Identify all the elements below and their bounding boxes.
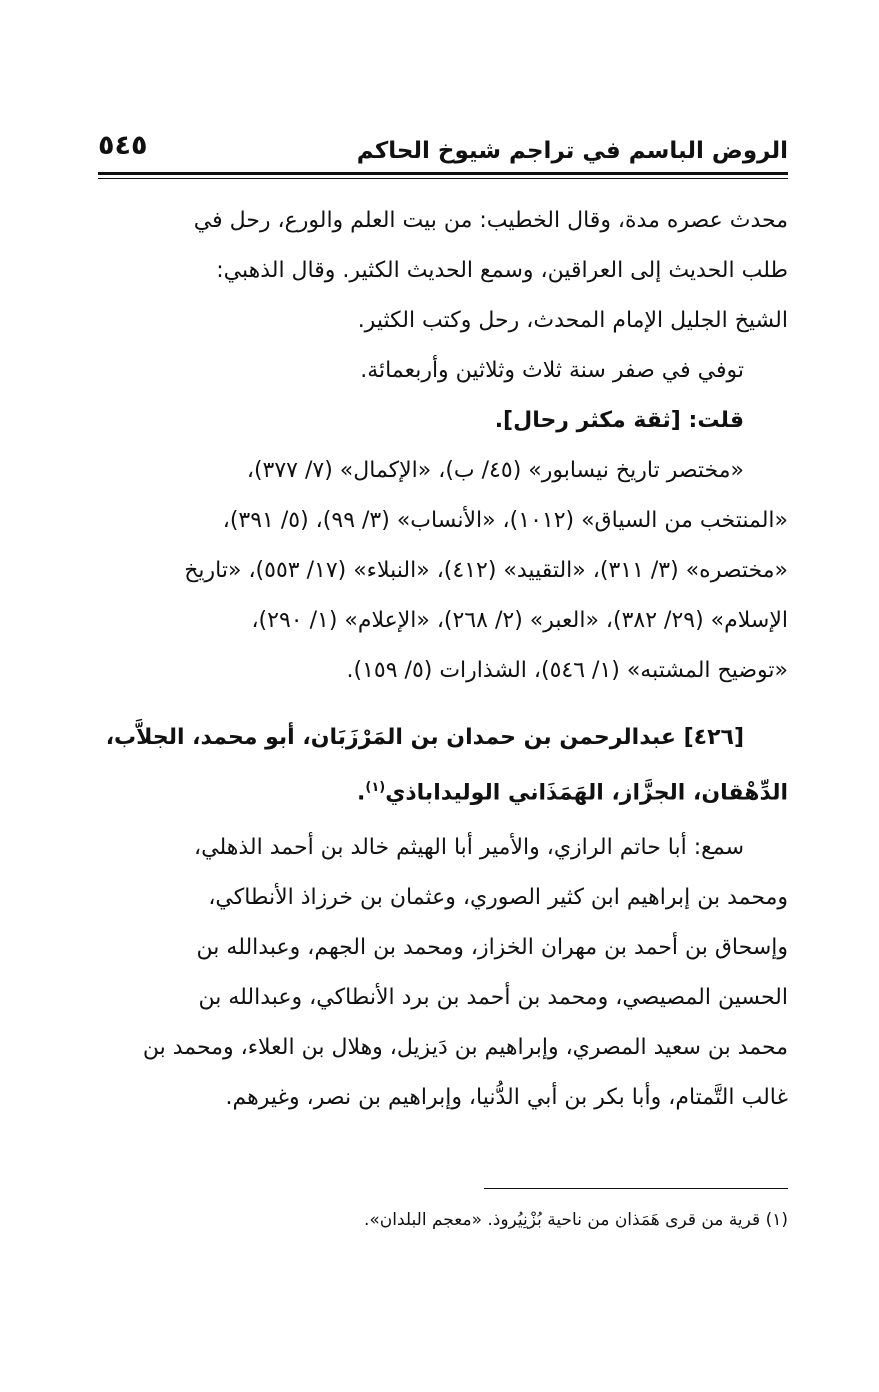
page-number: ٥٤٥	[98, 130, 148, 161]
footnote-ref: (١)	[365, 780, 386, 795]
footnote-rule	[484, 1188, 788, 1189]
text-line: الشيخ الجليل الإمام المحدث، رحل وكتب الكثير.	[357, 308, 788, 333]
text-line: محدث عصره مدة، وقال الخطيب: من بيت العلم والورع، رحل في	[193, 208, 788, 233]
death-line: توفي في صفر سنة ثلاث وثلاثين وأربعمائة.	[360, 358, 744, 383]
main-text	[98, 196, 788, 696]
entry-heading	[98, 712, 788, 812]
text-line: محمد بن سعيد المصري، وإبراهيم بن دَيزيل، وهلال بن العلاء، ومحمد بن	[142, 1035, 788, 1060]
footnote: (١) قرية من قرى هَمَذان من ناحية بُزْنِيُروذ. «معجم البلدان».	[363, 1210, 788, 1230]
text-line: سمع: أبا حاتم الرازي، والأمير أبا الهيثم خالد بن أحمد الذهلي،	[194, 835, 744, 860]
header-rule-thin	[98, 178, 788, 179]
page-header	[98, 126, 788, 174]
running-title: الروض الباسم في تراجم شيوخ الحاكم	[356, 138, 788, 164]
entry-heading-line: [٤٢٦] عبدالرحمن بن حمدان بن المَرْزَبَان، أبو محمد، الجلاَّب،	[105, 725, 744, 750]
verdict-line: قلت: [ثقة مكثر رحال].	[494, 408, 744, 433]
sources-line: «مختصره» (٣/ ٣١١)، «التقييد» (٤١٢)، «النبلاء» (١٧/ ٥٥٣)، «تاريخ	[184, 558, 788, 583]
entry-heading-end: .	[357, 780, 366, 806]
sources-line: «مختصر تاريخ نيسابور» (٤٥/ ب)، «الإكمال» (٧/ ٣٧٧)،	[246, 458, 744, 483]
header-rule-thick	[98, 172, 788, 175]
sources-line: «توضيح المشتبه» (١/ ٥٤٦)، الشذارات (٥/ ١٥٩).	[346, 658, 788, 683]
sources-line: الإسلام» (٢٩/ ٣٨٢)، «العبر» (٢/ ٢٦٨)، «الإعلام» (١/ ٢٩٠)،	[251, 608, 788, 633]
text-line: طلب الحديث إلى العراقين، وسمع الحديث الكثير. وقال الذهبي:	[216, 258, 788, 283]
text-line: وإسحاق بن أحمد بن مهران الخزاز، ومحمد بن الجهم، وعبدالله بن	[196, 935, 788, 960]
entry-heading-text: الدِّهْقان، الجزَّاز، الهَمَذَاني الوليداباذي	[385, 780, 788, 806]
sources-line: «المنتخب من السياق» (١٠١٢)، «الأنساب» (٣/ ٩٩)، (٥/ ٣٩١)،	[222, 508, 788, 533]
text-line: غالب التَّمتام، وأبا بكر بن أبي الدُّنيا، وإبراهيم بن نصر، وغيرهم.	[225, 1085, 788, 1110]
text-line: الحسين المصيصي، ومحمد بن أحمد بن برد الأنطاكي، وعبدالله بن	[198, 985, 788, 1010]
teachers-paragraph	[98, 822, 788, 1122]
text-line: ومحمد بن إبراهيم ابن كثير الصوري، وعثمان بن خرزاذ الأنطاكي،	[208, 885, 788, 910]
entry-heading-line	[98, 762, 788, 812]
